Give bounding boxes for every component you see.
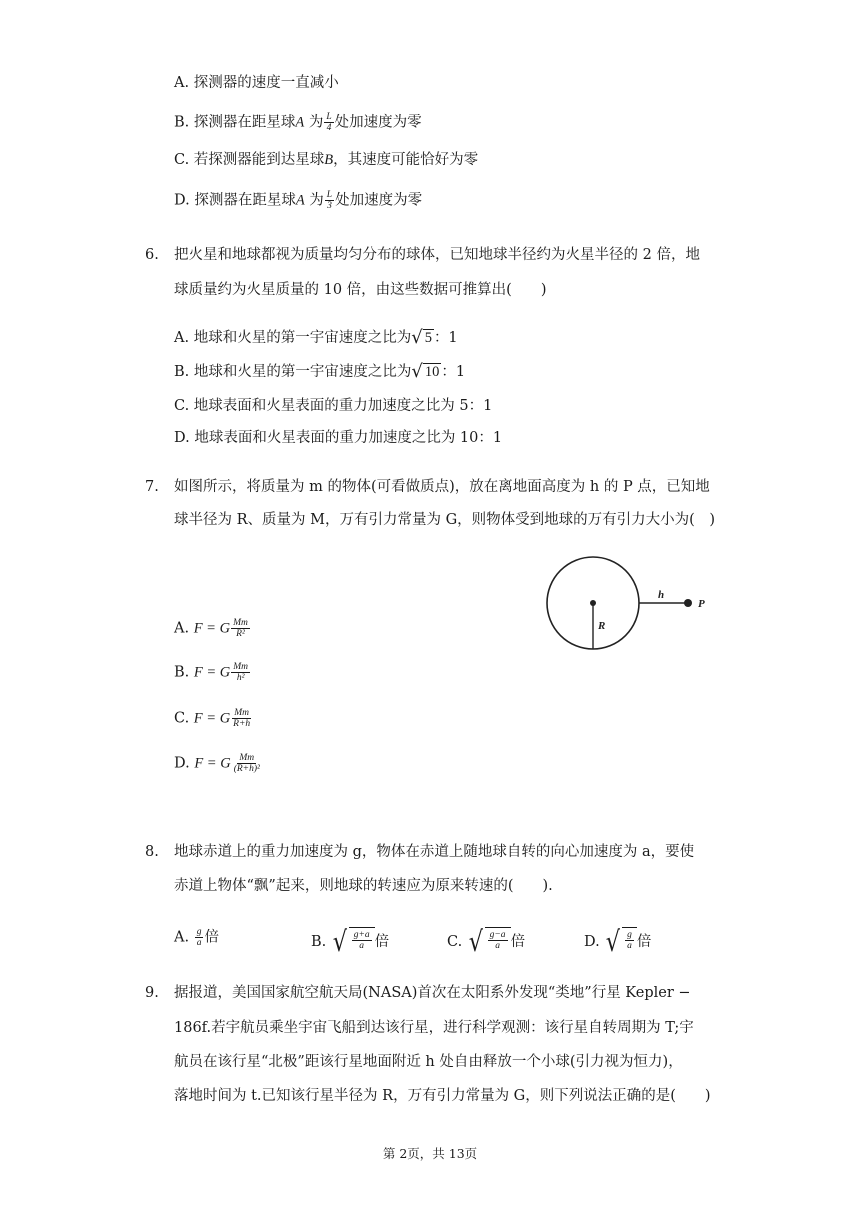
- q7-option-b: B. F = G $\frac{Mm}{\text{h²}}$: [174, 662, 249, 683]
- q8-number: 8.: [145, 844, 159, 860]
- q5-option-b: B. 探测器在距星球A 为 $\frac{L}{4}$ 处加速度为零: [174, 112, 422, 133]
- q8-option-c: C. √ $\frac{g-a}{a}$ 倍: [447, 925, 526, 958]
- q9-number: 9.: [145, 985, 159, 1001]
- q7-option-c: C. F = G $\frac{Mm}{R+h}$: [174, 708, 251, 729]
- q6-option-b: B. 地球和火星的第一宇宙速度之比为 √ 10 ：1: [174, 361, 466, 382]
- q7-option-d: D. F = G $\frac{Mm}{\text{(R+h)²}}$: [174, 753, 260, 774]
- q5-option-c: C. 若探测器能到达星球B，其速度可能恰好为零: [174, 152, 479, 168]
- q5-option-a: A. 探测器的速度一直减小: [174, 75, 339, 91]
- q8-stem-line1: 地球赤道上的重力加速度为 g，物体在赤道上随地球自转的向心加速度为 a，要使: [174, 844, 695, 860]
- q6-option-d: D. 地球表面和火星表面的重力加速度之比为 10：1: [174, 430, 503, 446]
- label-p: P: [698, 598, 705, 610]
- fraction: $\frac{L}{4}$: [326, 112, 332, 133]
- q6-stem-line2: 球质量约为火星质量的 10 倍，由这些数据可推算出( ): [174, 282, 547, 298]
- q7-stem-line2: 球半径为 R、质量为 M，万有引力常量为 G，则物体受到地球的万有引力大小为( ): [174, 512, 715, 528]
- earth-figure: [540, 555, 740, 660]
- q8-option-d: D. √ $\frac{g}{a}$ 倍: [584, 925, 652, 958]
- q5-option-d: D. 探测器在距星球A 为 $\frac{L}{3}$ 处加速度为零: [174, 190, 423, 211]
- fraction: $\frac{L}{3}$: [326, 190, 333, 211]
- label-r: R: [598, 620, 606, 632]
- q6-stem-line1: 把火星和地球都视为质量均匀分布的球体，已知地球半径约为火星半径的 2 倍，地: [174, 247, 700, 263]
- q6-option-c: C. 地球表面和火星表面的重力加速度之比为 5：1: [174, 398, 493, 414]
- label-h: h: [658, 589, 665, 601]
- q7-option-a: A. F = G $\frac{Mm}{\text{R²}}$: [174, 618, 248, 639]
- q6-number: 6.: [145, 247, 159, 263]
- q9-line4: 落地时间为 t.已知该行星半径为 R，万有引力常量为 G，则下列说法正确的是( ): [174, 1088, 711, 1104]
- q7-stem-line1: 如图所示，将质量为 m 的物体(可看做质点)，放在离地面高度为 h 的 P 点，已知地: [174, 479, 710, 495]
- q6-option-a: A. 地球和火星的第一宇宙速度之比为 √ 5 ：1: [174, 327, 458, 348]
- q9-line3: 航员在该行星“北极”距该行星地面附近 h 处自由释放一个小球(引力视为恒力)，: [174, 1054, 683, 1070]
- page-footer: 第 2页，共 13页: [382, 1146, 478, 1161]
- q9-line2: 186f.若宇航员乘坐宇宙飞船到达该行星，进行科学观测：该行星自转周期为 T;宇: [174, 1020, 694, 1036]
- point-p-dot: [684, 599, 692, 607]
- q7-number: 7.: [145, 479, 159, 495]
- q8-option-a: A. $\frac{g}{a}$ 倍: [174, 927, 219, 948]
- q9-line1: 据报道，美国国家航空航天局(NASA)首次在太阳系外发现“类地”行星 Kepler −: [174, 985, 691, 1001]
- q8-stem-line2: 赤道上物体“飘”起来，则地球的转速应为原来转速的( ).: [174, 878, 553, 894]
- q8-option-b: B. √ $\frac{g+a}{a}$ 倍: [311, 925, 390, 958]
